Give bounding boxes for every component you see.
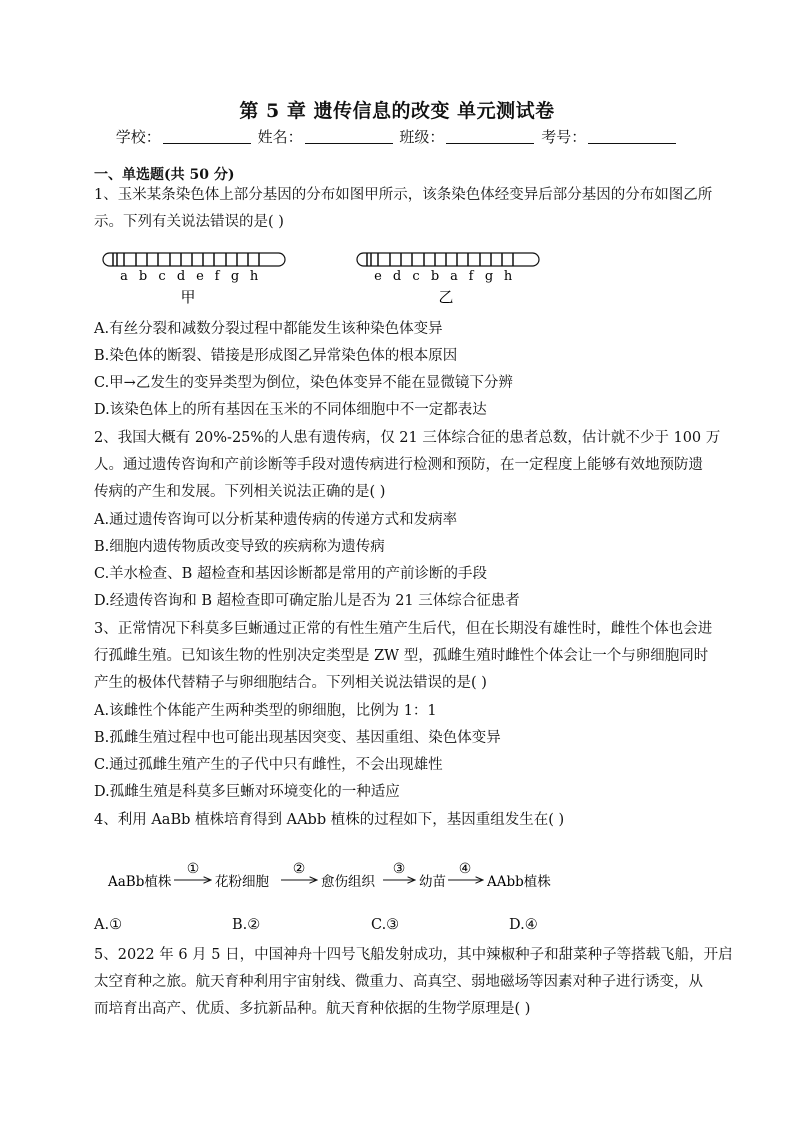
q2-option-d[interactable]: D.经遗传咨询和 B 超检查即可确定胎儿是否为 21 三体综合征患者 <box>94 593 520 609</box>
gene-label: a <box>120 269 128 284</box>
flow-node-start: AaBb植株 <box>108 874 172 890</box>
flow-step-2: ② <box>292 861 306 877</box>
q2-option-a[interactable]: A.通过遗传咨询可以分析某种遗传病的传递方式和发病率 <box>94 512 458 528</box>
class-label: 班级： <box>399 128 445 146</box>
section-header: 一、单选题(共 50 分) <box>94 167 235 183</box>
q5-stem-line1: 5、2022 年 6 月 5 日，中国神舟十四号飞船发射成功，其中辣椒种子和甜菜种子等搭载飞船，开启 <box>94 947 733 963</box>
name-label: 姓名： <box>257 128 303 146</box>
q5-stem-line2: 太空育种之旅。航天育种利用宇宙射线、微重力、高真空、弱地磁场等因素对种子进行诱变，从 <box>94 974 703 990</box>
q2-stem-line1: 2、我国大概有 20%-25%的人患有遗传病，仅 21 三体综合征的患者总数，估计就不少于 100 万 <box>94 430 721 446</box>
gene-label: f <box>214 269 220 284</box>
flow-node-seedling: 幼苗 <box>419 874 446 890</box>
number-label: 考号： <box>541 128 587 146</box>
flow-step-1: ① <box>186 861 200 877</box>
q2-stem-line3: 传病的产生和发展。下列相关说法正确的是( ) <box>94 484 386 500</box>
page-title: 第 5 章 遗传信息的改变 单元测试卷 <box>239 100 555 122</box>
gene-label: b <box>430 269 440 284</box>
q2-option-c[interactable]: C.羊水检查、B 超检查和基因诊断都是常用的产前诊断的手段 <box>94 566 487 582</box>
gene-label: e <box>196 269 204 284</box>
gene-label: e <box>374 269 382 284</box>
figure-caption-yi: 乙 <box>438 288 454 306</box>
q4-option-c[interactable]: C.③ <box>371 917 400 933</box>
school-label: 学校： <box>115 128 161 146</box>
q1-stem-line2: 示。下列有关说法错误的是( ) <box>94 214 284 230</box>
q4-stem-line1: 4、利用 AaBb 植株培育得到 AAbb 植株的过程如下，基因重组发生在( ) <box>94 812 565 828</box>
gene-label: d <box>176 269 186 284</box>
gene-label: c <box>412 269 420 284</box>
q4-option-b[interactable]: B.② <box>232 917 261 933</box>
q4-option-a[interactable]: A.① <box>94 917 123 933</box>
q3-stem-line3: 产生的极体代替精子与卵细胞结合。下列相关说法错误的是( ) <box>94 675 487 691</box>
q3-stem-line1: 3、正常情况下科莫多巨蜥通过正常的有性生殖产生后代，但在长期没有雄性时，雌性个体也会进 <box>94 621 713 637</box>
gene-label: g <box>230 269 240 284</box>
q3-stem-line2: 行孤雌生殖。已知该生物的性别决定类型是 ZW 型，孤雌生殖时雌性个体会让一个与卵细胞同时 <box>94 648 709 664</box>
gene-label: h <box>503 269 513 284</box>
gene-label: b <box>138 269 148 284</box>
figure-caption-jia: 甲 <box>180 288 196 306</box>
q4-option-d[interactable]: D.④ <box>509 917 538 933</box>
flow-node-pollen: 花粉细胞 <box>215 874 269 890</box>
gene-label: d <box>392 269 402 284</box>
q2-stem-line2: 人。通过遗传咨询和产前诊断等手段对遗传病进行检测和预防，在一定程度上能够有效地预防遗 <box>94 457 703 473</box>
q1-option-d[interactable]: D.该染色体上的所有基因在玉米的不同体细胞中不一定都表达 <box>94 402 487 418</box>
q5-stem-line3: 而培育出高产、优质、多抗新品种。航天育种依据的生物学原理是( ) <box>94 1001 531 1017</box>
gene-label: g <box>484 269 494 284</box>
q1-option-b[interactable]: B.染色体的断裂、错接是形成图乙异常染色体的根本原因 <box>94 348 458 364</box>
flow-step-4: ④ <box>458 861 472 877</box>
gene-label: a <box>450 269 458 284</box>
gene-label: f <box>468 269 474 284</box>
flow-node-callus: 愈伤组织 <box>321 874 375 890</box>
q3-option-b[interactable]: B.孤雌生殖过程中也可能出现基因突变、基因重组、染色体变异 <box>94 730 501 746</box>
q1-option-c[interactable]: C.甲→乙发生的变异类型为倒位，染色体变异不能在显微镜下分辨 <box>94 375 513 391</box>
gene-label: h <box>249 269 259 284</box>
q3-option-c[interactable]: C.通过孤雌生殖产生的子代中只有雌性，不会出现雄性 <box>94 757 443 773</box>
q1-option-a[interactable]: A.有丝分裂和减数分裂过程中都能发生该种染色体变异 <box>94 321 443 337</box>
q3-option-a[interactable]: A.该雌性个体能产生两种类型的卵细胞，比例为 1：1 <box>94 703 437 719</box>
q2-option-b[interactable]: B.细胞内遗传物质改变导致的疾病称为遗传病 <box>94 539 385 555</box>
flow-node-end: AAbb植株 <box>487 874 551 890</box>
q1-stem-line1: 1、玉米某条染色体上部分基因的分布如图甲所示，该条染色体经变异后部分基因的分布如图乙所 <box>94 187 713 203</box>
flow-step-3: ③ <box>392 861 406 877</box>
gene-label: c <box>158 269 166 284</box>
q3-option-d[interactable]: D.孤雌生殖是科莫多巨蜥对环境变化的一种适应 <box>94 784 400 800</box>
